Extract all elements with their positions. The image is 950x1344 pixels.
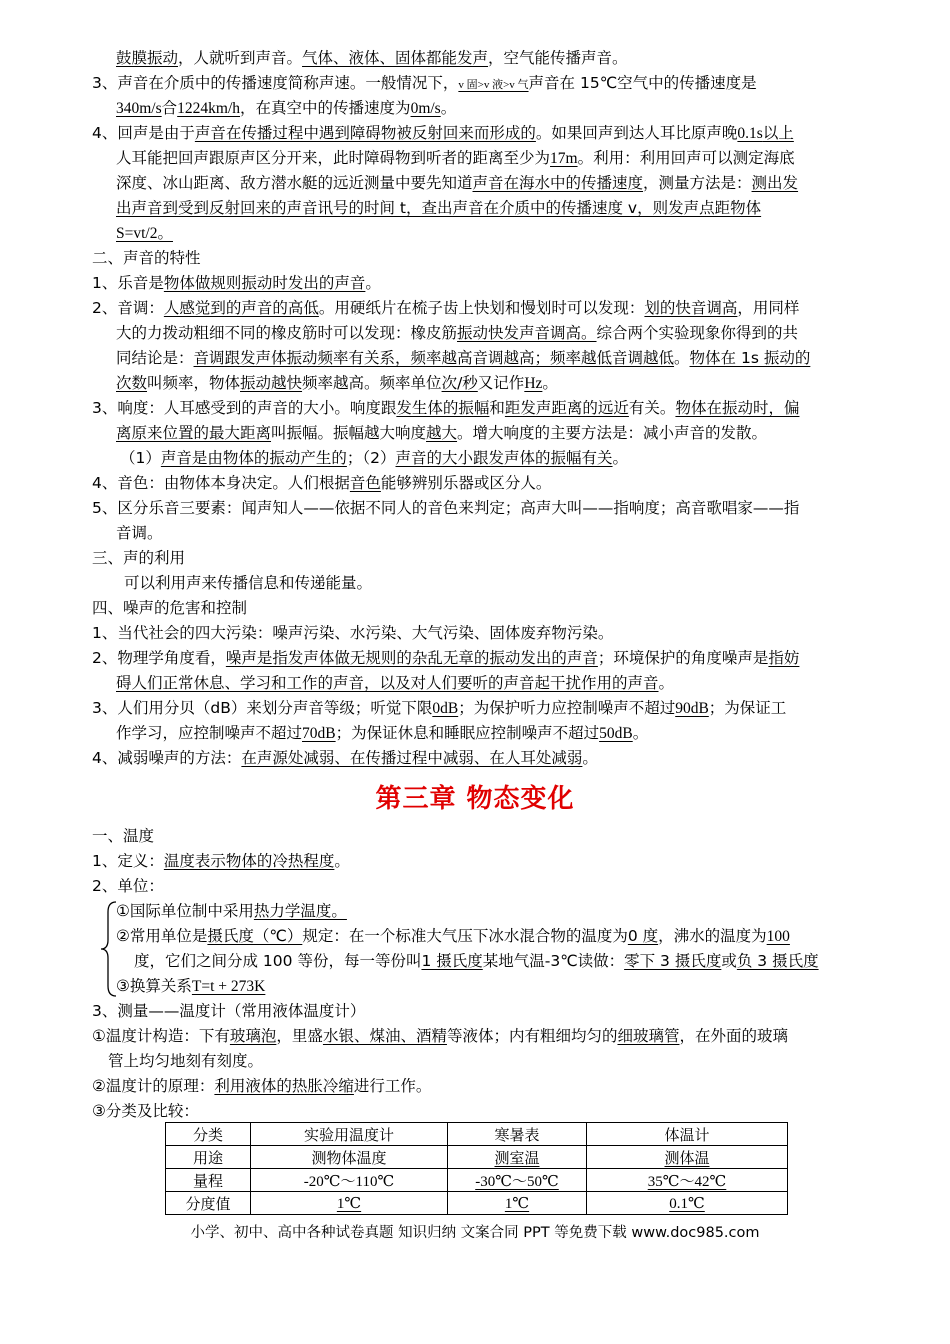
text-line: 2、音调：人感觉到的声音的高低。用硬纸片在梳子齿上快划和慢划时可以发现：划的快音调高，用同样: [92, 299, 800, 317]
text-line: ③换算关系T=t + 273K: [116, 977, 266, 995]
section-heading: 一、温度: [92, 827, 155, 845]
text-line: 作学习，应控制噪声不超过70dB；为保证休息和睡眠应控制噪声不超过50dB。: [116, 724, 649, 742]
text-line: 1、定义：温度表示物体的冷热程度。: [92, 852, 350, 870]
table-cell: 1℃: [448, 1192, 587, 1215]
text-line: 1、乐音是物体做规则振动时发出的声音。: [92, 274, 381, 292]
text-line: 同结论是：音调跟发声体振动频率有关系，频率越高音调越高；频率越低音调越低。物体在 1s 振动的: [116, 349, 811, 367]
left-brace-icon: [98, 900, 118, 998]
text-line: 出声音到受到反射回来的声音讯号的时间 t，查出声音在介质中的传播速度 v，则发声点距物体: [116, 199, 762, 217]
text-line: 深度、冰山距离、敌方潜水艇的远近测量中要先知道声音在海水中的传播速度，测量方法是：测出发: [116, 174, 799, 192]
text-line: 音调。: [116, 524, 163, 542]
text-line: 2、物理学角度看，噪声是指发声体做无规则的杂乱无章的振动发出的声音；环境保护的角度噪声是指妨: [92, 649, 800, 667]
table-cell: 量程: [166, 1169, 251, 1192]
table-cell: 1℃: [251, 1192, 448, 1215]
table-header-cell: 分类: [166, 1123, 251, 1146]
text-line: 1、当代社会的四大污染：噪声污染、水污染、大气污染、固体废弃物污染。: [92, 624, 614, 642]
text-line: 鼓膜振动，人就听到声音。气体、液体、固体都能发声，空气能传播声音。: [116, 49, 628, 67]
table-cell: 测体温: [587, 1146, 788, 1169]
text-line: 度，它们之间分成 100 等份，每一等份叫1 摄氏度某地气温-3℃读做：零下 3 摄氏度或负 3 摄氏度: [134, 952, 819, 970]
text-line: 4、减弱噪声的方法：在声源处减弱、在传播过程中减弱、在人耳处减弱。: [92, 749, 598, 767]
text-line: 人耳能把回声跟原声区分开来，此时障碍物到听者的距离至少为17m。利用：利用回声可以测定海底: [116, 149, 795, 167]
text-line: 3、响度：人耳感受到的声音的大小。响度跟发生体的振幅和距发声距离的远近有关。物体在振动时，偏: [92, 399, 800, 417]
text-line: 3、人们用分贝（dB）来划分声音等级；听觉下限0dB；为保护听力应控制噪声不超过90dB；为保证工: [92, 699, 787, 717]
text-line: ②常用单位是摄氏度（℃）规定：在一个标准大气压下冰水混合物的温度为0 度，沸水的温度为100: [116, 927, 790, 945]
text-line: S=vt/2。: [116, 225, 173, 242]
thermometer-comparison-table: [165, 1122, 788, 1215]
table-header-cell: 实验用温度计: [251, 1123, 448, 1146]
table-row: [166, 1169, 788, 1192]
text-line: ①国际单位制中采用热力学温度。: [116, 902, 347, 920]
table-cell: 用途: [166, 1146, 251, 1169]
table-cell: 分度值: [166, 1192, 251, 1215]
text-line: 5、区分乐音三要素：闻声知人——依据不同人的音色来判定；高声大叫——指响度；高音歌唱家——指: [92, 499, 800, 517]
table-cell: 0.1℃: [587, 1192, 788, 1215]
text-line: ②温度计的原理：利用液体的热胀冷缩进行工作。: [92, 1077, 432, 1095]
section-heading: 三、声的利用: [92, 549, 186, 567]
text-line: 2、单位：: [92, 877, 164, 895]
table-cell: 测物体温度: [251, 1146, 448, 1169]
text-line: 4、音色：由物体本身决定。人们根据音色能够辨别乐器或区分人。: [92, 474, 552, 492]
text-line: ③分类及比较：: [92, 1102, 199, 1120]
section-heading: 二、声音的特性: [92, 249, 201, 267]
chapter-title: 第三章 物态变化: [375, 784, 575, 814]
page-footer: 小学、初中、高中各种试卷真题 知识归纳 文案合同 PPT 等免费下载 www.doc985.com: [190, 1225, 760, 1241]
text-line: 次数叫频率，物体振动越快频率越高。频率单位次/秒又记作Hz。: [116, 374, 558, 392]
text-line: 3、测量——温度计（常用液体温度计）: [92, 1002, 366, 1020]
table-header-cell: 体温计: [587, 1123, 788, 1146]
table-header-cell: 寒暑表: [448, 1123, 587, 1146]
table-cell: -20℃～110℃: [251, 1169, 448, 1192]
table-cell: 35℃～42℃: [587, 1169, 788, 1192]
text-line: ①温度计构造：下有玻璃泡，里盛水银、煤油、酒精等液体；内有粗细均匀的细玻璃管，在外面的玻璃: [92, 1027, 788, 1045]
text-line: （1）声音是由物体的振动产生的；（2）声音的大小跟发声体的振幅有关。: [120, 449, 629, 467]
text-line: 可以利用声来传播信息和传递能量。: [124, 574, 373, 592]
text-line: 离原来位置的最大距离叫振幅。振幅越大响度越大。增大响度的主要方法是：减小声音的发散。: [116, 424, 768, 442]
text-line: 340m/s合1224km/h，在真空中的传播速度为0m/s。: [116, 99, 457, 117]
text-line: 管上均匀地刻有刻度。: [108, 1052, 264, 1070]
table-header-row: [166, 1123, 788, 1146]
text-line: 3、声音在介质中的传播速度简称声速。一般情况下，v 固>v 液>v 气声音在 15℃空气中的传播速度是: [92, 74, 757, 92]
text-line: 碍人们正常休息、学习和工作的声音，以及对人们要听的声音起干扰作用的声音。: [116, 674, 675, 692]
table-row: [166, 1192, 788, 1215]
table-cell: 测室温: [448, 1146, 587, 1169]
section-heading: 四、噪声的危害和控制: [92, 599, 248, 617]
text-line: 大的力拨动粗细不同的橡皮筋时可以发现：橡皮筋振动快发声音调高。综合两个实验现象你得到的共: [116, 324, 799, 342]
table-cell: -30℃～50℃: [448, 1169, 587, 1192]
table-row: [166, 1146, 788, 1169]
text-line: 4、回声是由于声音在传播过程中遇到障碍物被反射回来而形成的。如果回声到达人耳比原声晚0.1s以上: [92, 124, 794, 142]
